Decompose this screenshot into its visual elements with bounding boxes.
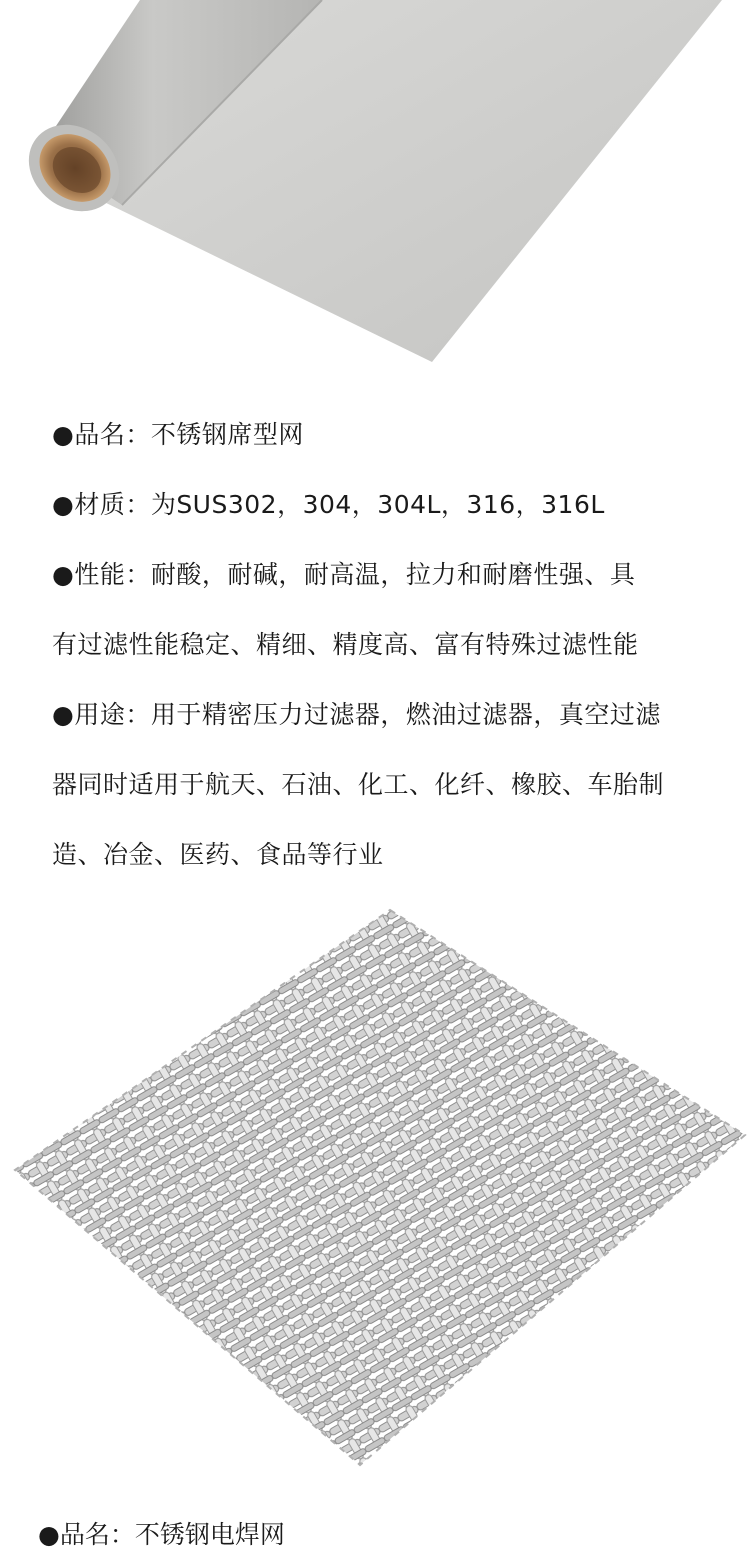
mesh-roll-image [0, 0, 750, 385]
usage-line-3: 造、冶金、医药、食品等行业 [52, 840, 384, 869]
product-name-2: ●品名：不锈钢电焊网 [38, 1520, 285, 1549]
performance-line-2: 有过滤性能稳定、精细、精度高、富有特殊过滤性能 [52, 630, 639, 659]
usage-line-1: ●用途：用于精密压力过滤器，燃油过滤器，真空过滤 [52, 700, 661, 729]
material-line: ●材质：为SUS302，304，304L，316，316L [52, 490, 605, 519]
usage-line-2: 器同时适用于航天、石油、化工、化纤、橡胶、车胎制 [52, 770, 665, 799]
product-name-1: ●品名：不锈钢席型网 [52, 420, 304, 449]
woven-mesh-image [0, 905, 750, 1475]
performance-line-1: ●性能：耐酸，耐碱，耐高温，拉力和耐磨性强、具 [52, 560, 636, 589]
